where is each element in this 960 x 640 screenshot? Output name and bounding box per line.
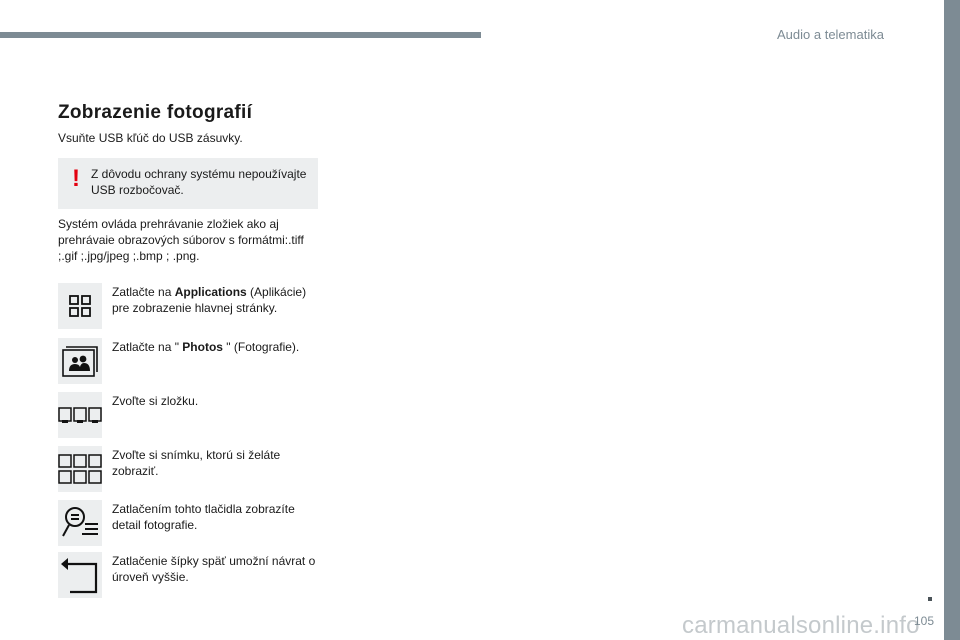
step-select-image xyxy=(58,446,320,494)
section-title: Zobrazenie fotografií xyxy=(58,102,253,123)
detail-magnifier-icon xyxy=(58,500,102,546)
step-text: Zatlačte na Applications (Aplikácie) pre zobrazenie hlavnej stránky. xyxy=(112,285,307,315)
warning-icon: ! xyxy=(72,165,80,192)
step-applications xyxy=(58,283,320,331)
step-folder xyxy=(58,392,320,440)
step-text: Zatlačte na " Photos " (Fotografie). xyxy=(112,340,300,354)
step-text: Zvoľte si zložku. xyxy=(112,394,199,408)
warning-text: Z dôvodu ochrany systému nepoužívajte USB rozbočovač. xyxy=(91,167,307,197)
page-dot xyxy=(928,597,932,601)
step-photos xyxy=(58,338,320,386)
page-number: 105 xyxy=(914,614,935,628)
side-strip xyxy=(944,0,960,640)
intro-text: Vsuňte USB kľúč do USB zásuvky. xyxy=(58,131,243,145)
warning-box xyxy=(58,158,318,209)
step-text: Zvoľte si snímku, ktorú si želáte zobraziť. xyxy=(112,448,281,478)
step-back xyxy=(58,552,320,600)
step-detail xyxy=(58,500,320,548)
format-description: Systém ovláda prehrávanie zložiek ako aj prehrávaie obrazových súborov s formátmi:.tiff ;.gif ;.jpg/jpeg ;.bmp ; .png. xyxy=(58,217,304,263)
thumbnail-grid-icon xyxy=(58,446,102,492)
apps-grid-icon xyxy=(58,283,102,329)
chapter-title: Audio a telematika xyxy=(777,27,884,42)
header-bar xyxy=(0,32,481,38)
back-arrow-icon xyxy=(58,552,102,598)
step-text: Zatlačením tohto tlačidla zobrazíte detail fotografie. xyxy=(112,502,295,532)
step-text: Zatlačenie šípky späť umožní návrat o úroveň vyššie. xyxy=(112,554,316,584)
folder-row-icon xyxy=(58,392,102,438)
watermark: carmanualsonline.info xyxy=(682,612,920,639)
photos-icon xyxy=(58,338,102,384)
